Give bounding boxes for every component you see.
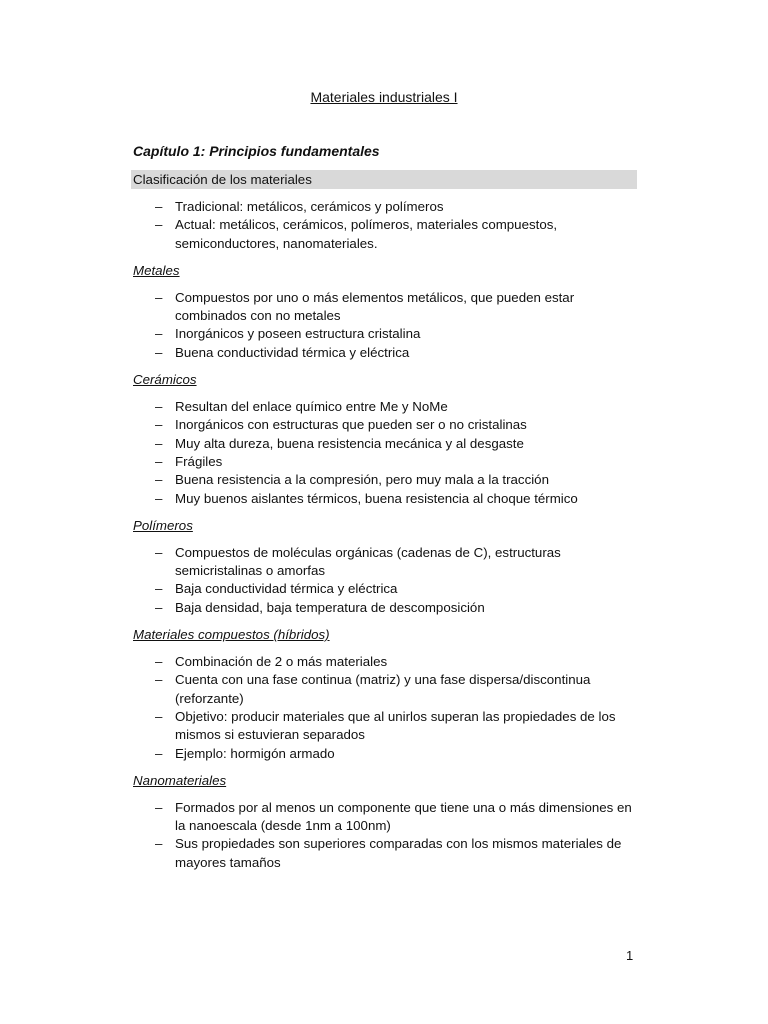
list-item: – Inorgánicos con estructuras que pueden ser o no cristalinas <box>133 416 639 434</box>
list-item: – Compuestos de moléculas orgánicas (cadenas de C), estructuras semicristalinas o amorfas <box>133 544 639 581</box>
subheading-ceramicos: Cerámicos <box>133 372 197 388</box>
list-item: – Objetivo: producir materiales que al unirlos superan las propiedades de los mismos si estuvieran separados <box>133 708 639 745</box>
list-item: – Buena resistencia a la compresión, pero muy mala a la tracción <box>133 471 639 489</box>
materiales-compuestos-list <box>133 653 639 763</box>
subheading-metales: Metales <box>133 262 180 278</box>
list-item: – Compuestos por uno o más elementos metálicos, que pueden estar combinados con no metales <box>133 289 639 326</box>
list-item: – Combinación de 2 o más materiales <box>133 653 639 671</box>
list-item: – Baja densidad, baja temperatura de descomposición <box>133 599 639 617</box>
list-item: – Tradicional: metálicos, cerámicos y polímeros <box>133 198 639 216</box>
document-body <box>133 198 639 872</box>
subheading-polimeros: Polímeros <box>133 517 193 533</box>
list-item: – Frágiles <box>133 453 639 471</box>
page-number: 1 <box>626 948 634 963</box>
ceramicos-list <box>133 398 639 508</box>
list-item: – Buena conductividad térmica y eléctrica <box>133 344 639 362</box>
classification-list <box>133 198 639 253</box>
list-item: – Ejemplo: hormigón armado <box>133 745 639 763</box>
section-heading-band: Clasificación de los materiales <box>131 170 637 189</box>
list-item: – Muy buenos aislantes térmicos, buena resistencia al choque térmico <box>133 490 639 508</box>
nanomateriales-list <box>133 799 639 872</box>
list-item: – Formados por al menos un componente que tiene una o más dimensiones en la nanoescala (desde 1nm a 100nm) <box>133 799 639 836</box>
list-item: – Muy alta dureza, buena resistencia mecánica y al desgaste <box>133 435 639 453</box>
list-item: – Baja conductividad térmica y eléctrica <box>133 580 639 598</box>
subheading-materiales-compuestos: Materiales compuestos (híbridos) <box>133 627 330 643</box>
polimeros-list <box>133 544 639 617</box>
list-item: – Inorgánicos y poseen estructura cristalina <box>133 325 639 343</box>
list-item: – Cuenta con una fase continua (matriz) y una fase dispersa/discontinua (reforzante) <box>133 671 639 708</box>
subheading-nanomateriales: Nanomateriales <box>133 772 227 788</box>
document-title: Materiales industriales I <box>310 89 458 105</box>
list-item: – Actual: metálicos, cerámicos, polímeros, materiales compuestos, semiconductores, nanomateriales. <box>133 216 639 253</box>
list-item: – Resultan del enlace químico entre Me y NoMe <box>133 398 639 416</box>
list-item: – Sus propiedades son superiores comparadas con los mismos materiales de mayores tamaños <box>133 835 639 872</box>
metales-list <box>133 289 639 362</box>
chapter-title: Capítulo 1: Principios fundamentales <box>133 143 380 159</box>
